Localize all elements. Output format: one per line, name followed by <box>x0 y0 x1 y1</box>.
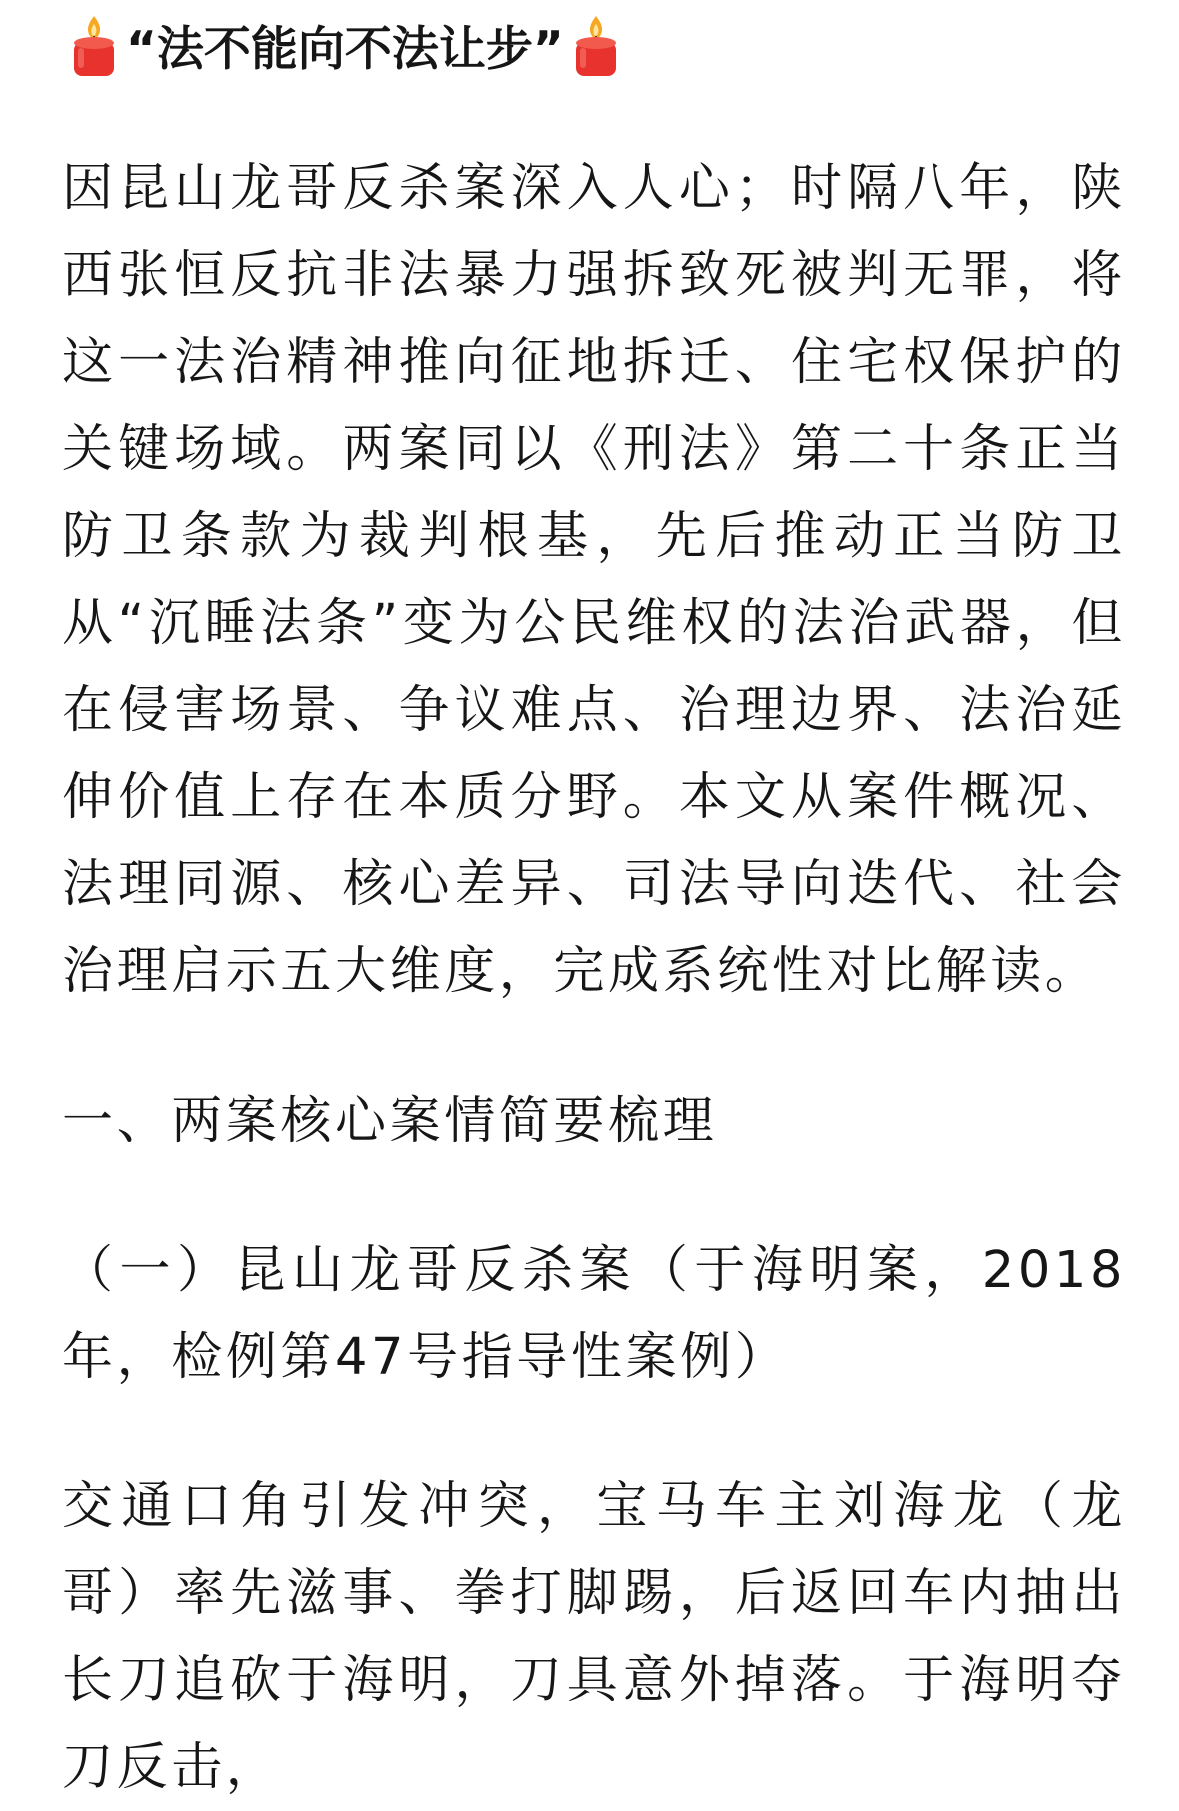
article-title-row <box>70 8 620 82</box>
case-paragraph: 交通口角引发冲突，宝马车主刘海龙（龙哥）率先滋事、拳打脚踢，后返回车内抽出长刀追砍于海明，刀具意外掉落。于海明夺刀反击， <box>62 1477 1126 1797</box>
article-title: “法不能向不法让步” <box>126 21 564 77</box>
subsection-heading: （一）昆山龙哥反杀案（于海明案，2018年，检例第47号指导性案例） <box>62 1241 1126 1387</box>
intro-paragraph: 因昆山龙哥反杀案深入人心；时隔八年，陕西张恒反抗非法暴力强拆致死被判无罪，将这一法治精神推向征地拆迁、住宅权保护的关键场域。两案同以《刑法》第二十条正当防卫条款为裁判根基，先后推动正当防卫从“沉睡法条”变为公民维权的法治武器，但在侵害场景、争议难点、治理边界、法治延伸价值上存在本质分野。本文从案件概况、法理同源、核心差异、司法导向迭代、社会治理启示五大维度，完成系统性对比解读。 <box>62 159 1126 1001</box>
candle-icon <box>572 12 620 78</box>
section-heading: 一、两案核心案情简要梳理 <box>62 1092 718 1151</box>
candle-icon <box>70 12 118 78</box>
